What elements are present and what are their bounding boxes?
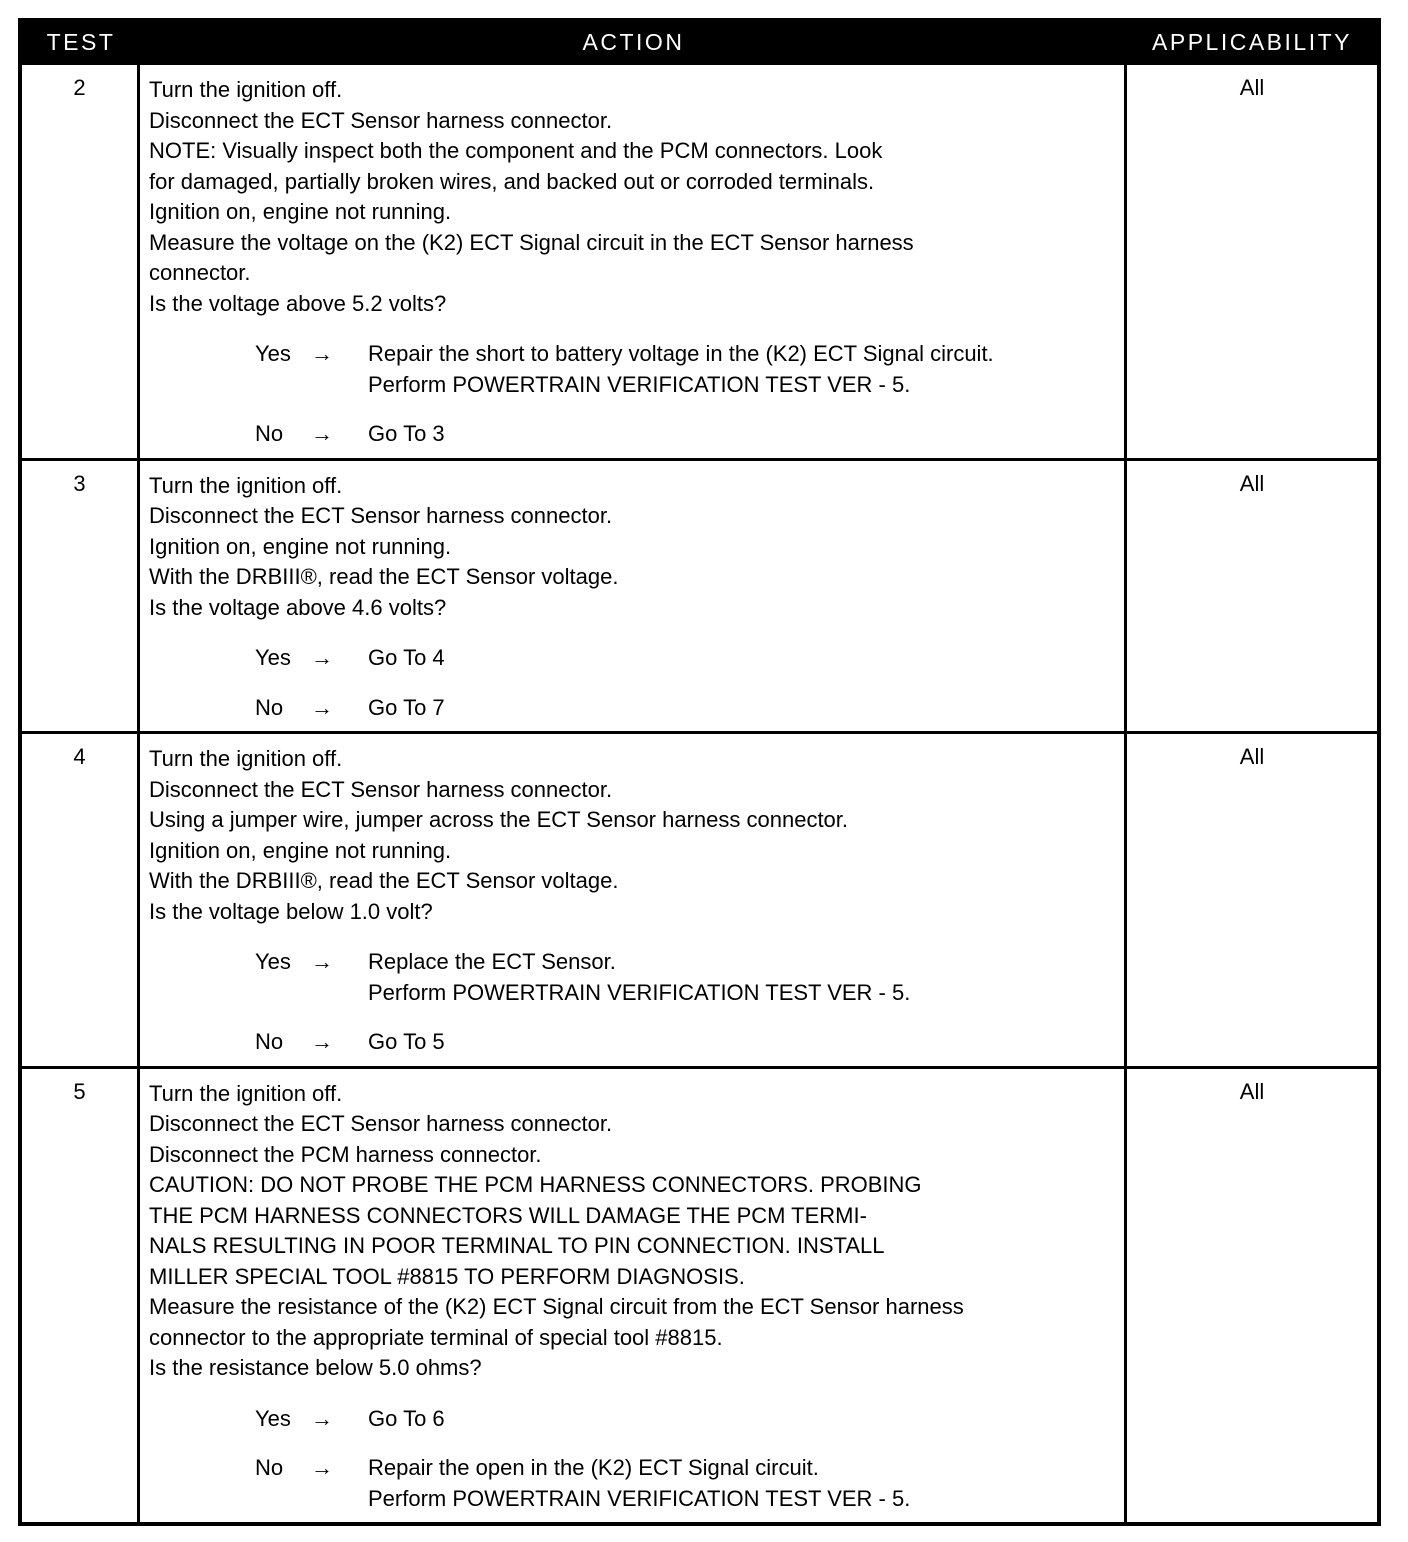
answer-block	[149, 643, 1118, 723]
arrow-right-icon: →	[311, 645, 333, 670]
action-step: Turn the ignition off.	[149, 77, 343, 102]
answer-text	[368, 643, 1118, 674]
answer-yes	[255, 947, 1118, 1008]
answer-label: Yes	[255, 1405, 291, 1431]
answer-no	[255, 1453, 1118, 1514]
answer-block	[149, 1404, 1118, 1515]
arrow-right-icon: →	[311, 341, 333, 366]
answer-text	[368, 693, 1118, 724]
answer-line: Go To 3	[368, 421, 445, 446]
action-step: for damaged, partially broken wires, and backed out or corroded terminals.	[149, 168, 875, 194]
answer-line: Go To 7	[368, 694, 445, 720]
answer-line: Replace the ECT Sensor.	[368, 949, 616, 974]
answer-block	[149, 339, 1118, 450]
answer-line: Repair the short to battery voltage in the (K2) ECT Signal circuit.	[368, 341, 994, 366]
answer-no	[255, 419, 1118, 450]
arrow-right-icon: →	[311, 1029, 333, 1054]
header-action: ACTION	[582, 28, 685, 55]
answer-label: No	[255, 421, 284, 446]
answer-text	[368, 1027, 1118, 1058]
action-step: Turn the ignition off.	[149, 1080, 343, 1106]
answer-label: Yes	[255, 949, 291, 974]
test-number: 4	[22, 734, 140, 1066]
table-header	[22, 22, 1377, 62]
arrow-right-icon: →	[311, 949, 333, 974]
action-step: Disconnect the ECT Sensor harness connector.	[149, 776, 613, 802]
action-step: Ignition on, engine not running.	[149, 533, 452, 559]
action-step: Is the voltage above 5.2 volts?	[149, 290, 447, 316]
answer-block	[149, 947, 1118, 1058]
test-number: 2	[22, 65, 140, 458]
action-step: With the DRBIII®, read the ECT Sensor voltage.	[149, 868, 619, 893]
action-step: Disconnect the PCM harness connector.	[149, 1141, 542, 1167]
action-cell	[140, 734, 1127, 1066]
action-step: Measure the resistance of the (K2) ECT Signal circuit from the ECT Sensor harness	[149, 1294, 964, 1319]
answer-label: No	[255, 1455, 284, 1480]
applicability-cell: All	[1239, 470, 1265, 496]
action-cell	[140, 461, 1127, 732]
answer-label: Yes	[255, 341, 291, 366]
action-step: Disconnect the ECT Sensor harness connector.	[149, 503, 613, 528]
answer-line: Go To 5	[368, 1029, 445, 1054]
action-cell	[140, 1069, 1127, 1523]
action-step: Is the voltage above 4.6 volts?	[149, 594, 447, 620]
answer-yes	[255, 339, 1118, 400]
action-step: NALS RESULTING IN POOR TERMINAL TO PIN CONNECTION. INSTALL	[149, 1233, 885, 1258]
answer-yes	[255, 1404, 1118, 1435]
arrow-right-icon: →	[311, 421, 333, 446]
answer-label: No	[255, 694, 284, 720]
answer-text	[368, 419, 1118, 450]
test-number: 5	[22, 1069, 140, 1523]
applicability-cell: All	[1239, 1078, 1265, 1104]
action-step: CAUTION: DO NOT PROBE THE PCM HARNESS CONNECTORS. PROBING	[149, 1172, 922, 1197]
table-row	[22, 731, 1377, 1066]
action-step: THE PCM HARNESS CONNECTORS WILL DAMAGE THE PCM TERMI-	[149, 1202, 867, 1228]
action-step: Ignition on, engine not running.	[149, 199, 452, 224]
action-step: Turn the ignition off.	[149, 472, 343, 498]
test-number: 3	[22, 461, 140, 732]
arrow-right-icon: →	[311, 694, 333, 720]
action-step: Measure the voltage on the (K2) ECT Signal circuit in the ECT Sensor harness	[149, 229, 914, 255]
arrow-right-icon: →	[311, 1405, 333, 1431]
arrow-right-icon: →	[311, 1455, 333, 1480]
table-row	[22, 1066, 1377, 1523]
answer-text	[368, 339, 1118, 400]
answer-line: Perform POWERTRAIN VERIFICATION TEST VER - 5.	[368, 979, 911, 1005]
table-row	[22, 62, 1377, 458]
answer-line: Go To 6	[368, 1405, 445, 1431]
answer-line: Repair the open in the (K2) ECT Signal circuit.	[368, 1455, 819, 1480]
answer-line: Perform POWERTRAIN VERIFICATION TEST VER - 5.	[368, 1485, 911, 1511]
table-row	[22, 458, 1377, 732]
answer-label: No	[255, 1029, 284, 1054]
answer-line: Perform POWERTRAIN VERIFICATION TEST VER - 5.	[368, 371, 911, 397]
answer-text	[368, 1453, 1118, 1514]
action-step: connector.	[149, 260, 251, 285]
action-step: Is the resistance below 5.0 ohms?	[149, 1355, 482, 1380]
action-step: Using a jumper wire, jumper across the ECT Sensor harness connector.	[149, 807, 849, 832]
applicability-cell: All	[1239, 744, 1265, 769]
answer-line: Go To 4	[368, 645, 445, 670]
answer-no	[255, 1027, 1118, 1058]
action-step: NOTE: Visually inspect both the component and the PCM connectors. Look	[149, 138, 883, 163]
action-step: Disconnect the ECT Sensor harness connector.	[149, 1111, 613, 1136]
answer-yes	[255, 643, 1118, 674]
applicability-cell: All	[1239, 75, 1265, 100]
answer-text	[368, 947, 1118, 1008]
header-test: TEST	[46, 28, 116, 55]
action-step: Ignition on, engine not running.	[149, 837, 452, 863]
answer-text	[368, 1404, 1118, 1435]
header-applicability: APPLICABILITY	[1152, 28, 1352, 55]
diagnostic-test-table	[18, 18, 1381, 1526]
action-step: Turn the ignition off.	[149, 746, 343, 771]
action-step: Is the voltage below 1.0 volt?	[149, 898, 433, 924]
action-cell	[140, 65, 1127, 458]
action-step: MILLER SPECIAL TOOL #8815 TO PERFORM DIAGNOSIS.	[149, 1263, 745, 1289]
action-step: Disconnect the ECT Sensor harness connector.	[149, 107, 613, 133]
action-step: connector to the appropriate terminal of special tool #8815.	[149, 1324, 723, 1350]
answer-label: Yes	[255, 645, 291, 670]
answer-no	[255, 693, 1118, 724]
action-step: With the DRBIII®, read the ECT Sensor voltage.	[149, 564, 619, 589]
